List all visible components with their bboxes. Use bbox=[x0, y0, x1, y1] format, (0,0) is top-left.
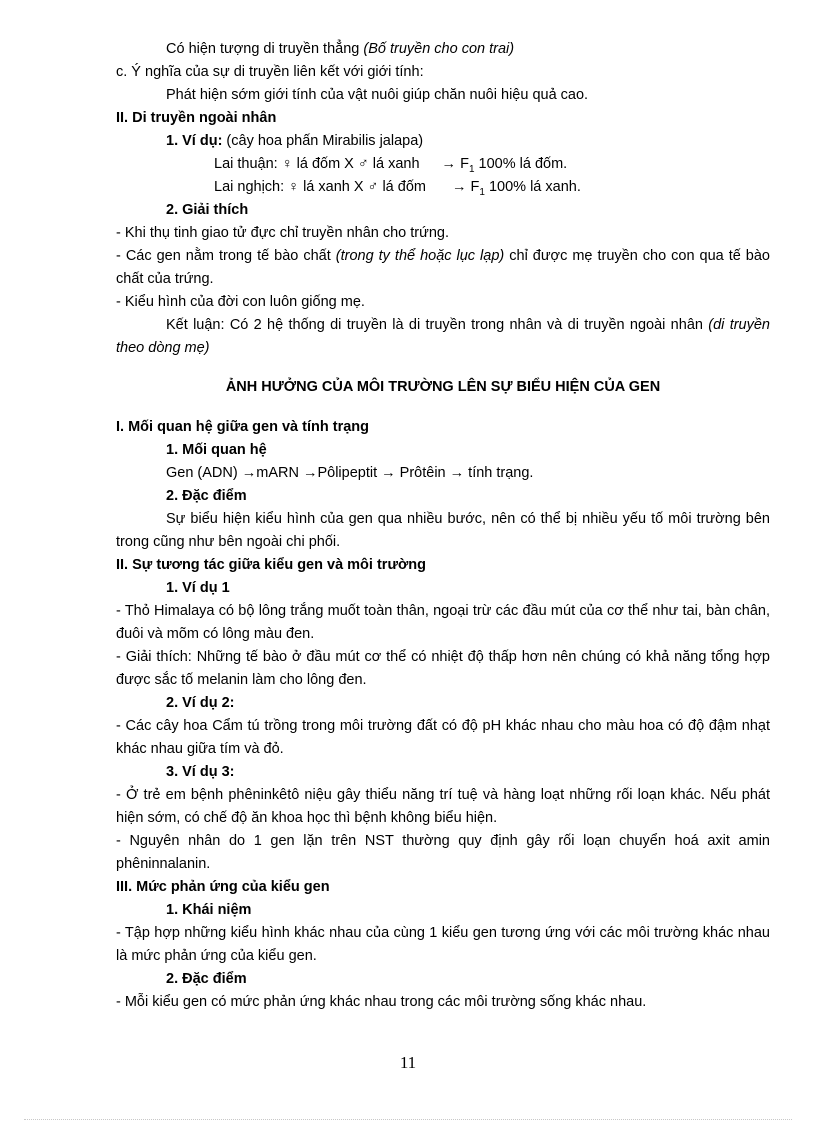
paragraph: - Mỗi kiểu gen có mức phản ứng khác nhau trong các môi trường sống khác nhau. bbox=[116, 994, 647, 1010]
subheading: 1. Ví dụ 1 bbox=[166, 580, 230, 596]
paragraph: - Thỏ Himalaya có bộ lông trắng muốt toàn thân, ngoại trừ các đầu mút của cơ thể như tai, bàn chân, đuôi và mõm có lông màu đen. bbox=[116, 603, 770, 642]
page-number: 11 bbox=[399, 1053, 417, 1072]
text: → F bbox=[451, 179, 480, 195]
subheading: 2. Giải thích bbox=[166, 202, 249, 218]
paragraph: - Nguyên nhân do 1 gen lặn trên NST thường quy định gây rối loạn chuyển hoá axit amin phêninnalanin. bbox=[116, 833, 770, 872]
paragraph: - Tập hợp những kiểu hình khác nhau của cùng 1 kiểu gen tương ứng với các môi trường khác nhau là mức phản ứng của kiểu gen. bbox=[116, 925, 770, 964]
text: (cây hoa phấn Mirabilis jalapa) bbox=[222, 133, 424, 149]
paragraph: - Các cây hoa Cẩm tú trồng trong môi trường đất có độ pH khác nhau cho màu hoa có độ đậm nhạt khác nhau giữa tím và đỏ. bbox=[116, 718, 770, 757]
subheading: 1. Khái niệm bbox=[166, 902, 252, 918]
subheading: 1. Ví dụ: bbox=[166, 133, 223, 149]
paragraph: Gen (ADN) →mARN →Pôlipeptit → Prôtêin → tính trạng. bbox=[166, 465, 534, 481]
italic-text: (Bố truyền cho con trai) bbox=[363, 41, 515, 57]
text: Có hiện tượng di truyền thẳng bbox=[166, 41, 364, 57]
italic-text: (di truyền theo dòng mẹ) bbox=[116, 317, 770, 356]
text: Kết luận: Có 2 hệ thống di truyền là di truyền trong nhân và di truyền ngoài nhân bbox=[166, 317, 709, 333]
footer-divider bbox=[24, 1119, 792, 1120]
text: Lai thuận: ♀ lá đốm X ♂ lá xanh bbox=[214, 156, 420, 172]
paragraph bbox=[116, 38, 770, 61]
text: → F bbox=[441, 156, 469, 172]
subheading: 2. Ví dụ 2: bbox=[166, 695, 235, 711]
section-heading: I. Mối quan hệ giữa gen và tính trạng bbox=[116, 419, 369, 435]
subheading: 3. Ví dụ 3: bbox=[166, 764, 235, 780]
subscript: 1 bbox=[468, 163, 475, 175]
paragraph: Sự biểu hiện kiểu hình của gen qua nhiều bước, nên có thể bị nhiều yếu tố môi trường bên trong cũng như bên ngoài chi phối. bbox=[116, 511, 770, 550]
text: 100% lá đốm. bbox=[474, 156, 568, 172]
italic-text: (trong ty thể hoặc lục lạp) bbox=[335, 248, 505, 264]
subheading: 1. Mối quan hệ bbox=[166, 442, 267, 458]
section-heading: III. Mức phản ứng của kiểu gen bbox=[116, 879, 330, 895]
page-title: ẢNH HƯỞNG CỦA MÔI TRƯỜNG LÊN SỰ BIỂU HIỆN CỦA GEN bbox=[225, 379, 661, 395]
text: chỉ được mẹ truyền cho con qua tế bào chất của trứng. bbox=[116, 248, 770, 287]
section-heading: II. Sự tương tác giữa kiểu gen và môi trường bbox=[116, 557, 426, 573]
text: Lai nghịch: ♀ lá xanh X ♂ lá đốm bbox=[214, 179, 426, 195]
cross-line bbox=[116, 153, 770, 176]
paragraph: - Giải thích: Những tế bào ở đầu mút cơ thể có nhiệt độ thấp hơn nên chúng có khả năng tổng hợp được sắc tố melanin làm cho lông đen. bbox=[116, 649, 770, 688]
document-body bbox=[116, 38, 770, 1014]
paragraph: - Kiểu hình của đời con luôn giống mẹ. bbox=[116, 294, 365, 310]
paragraph: - Khi thụ tinh giao tử đực chỉ truyền nhân cho trứng. bbox=[116, 225, 449, 241]
text: 100% lá xanh. bbox=[484, 179, 581, 195]
paragraph: - Ở trẻ em bệnh phêninkêtô niệu gây thiểu năng trí tuệ và hàng loạt những rối loạn khác. Nếu phát hiện sớm, có chế độ ăn khoa học thì bệnh không biểu hiện. bbox=[116, 787, 770, 826]
paragraph bbox=[116, 130, 770, 153]
subscript: 1 bbox=[479, 186, 485, 198]
paragraph bbox=[116, 314, 770, 360]
paragraph bbox=[116, 245, 770, 291]
subheading: 2. Đặc điểm bbox=[166, 971, 247, 987]
section-heading: II. Di truyền ngoài nhân bbox=[116, 110, 277, 126]
paragraph: Phát hiện sớm giới tính của vật nuôi giúp chăn nuôi hiệu quả cao. bbox=[166, 87, 589, 103]
subheading: 2. Đặc điểm bbox=[166, 488, 247, 504]
paragraph: c. Ý nghĩa của sự di truyền liên kết với giới tính: bbox=[116, 64, 424, 80]
text: - Các gen nằm trong tế bào chất bbox=[116, 248, 336, 264]
cross-line bbox=[116, 176, 770, 199]
